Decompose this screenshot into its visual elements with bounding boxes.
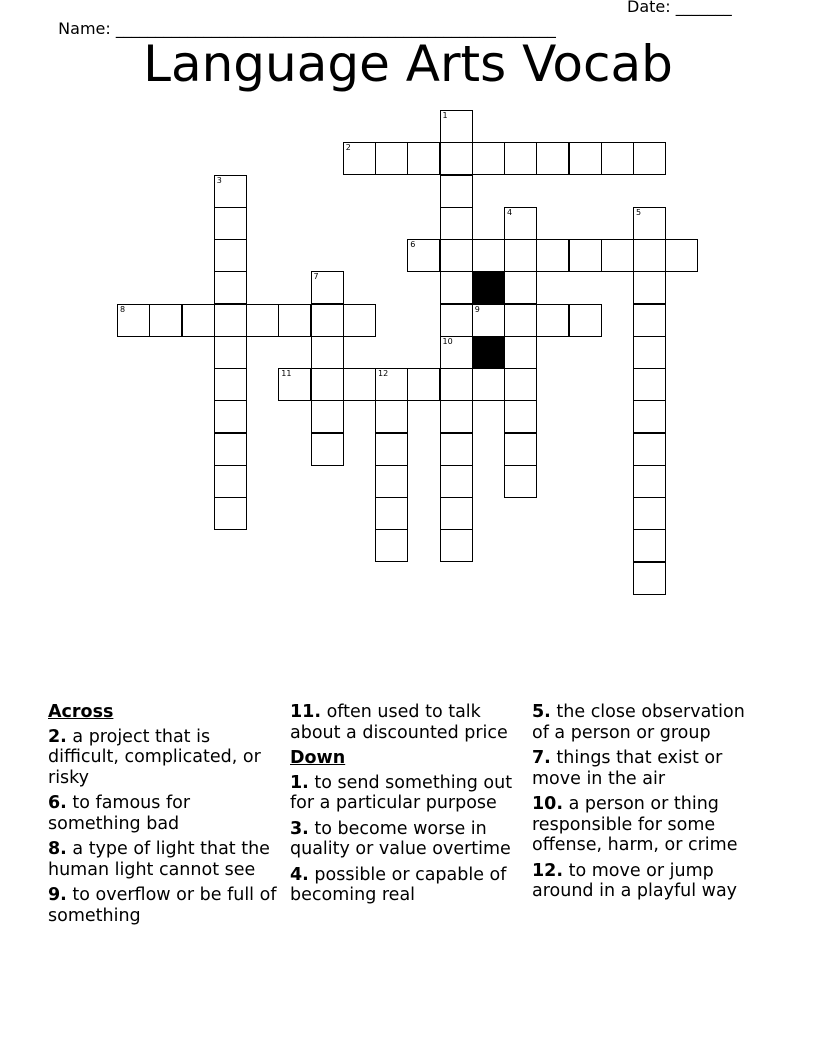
clue-text: often used to talk about a discounted price: [290, 702, 508, 743]
across-clue-11: [290, 702, 522, 743]
crossword-cell[interactable]: [633, 142, 666, 175]
clue-number: 4.: [290, 864, 309, 885]
crossword-cell[interactable]: [182, 304, 215, 337]
crossword-cell[interactable]: [214, 465, 247, 498]
crossword-cell[interactable]: [440, 271, 473, 304]
crossword-cell[interactable]: [633, 529, 666, 562]
clue-number: 11.: [290, 702, 322, 722]
crossword-cell[interactable]: [343, 368, 376, 401]
clue-text: to move or jump around in a playful way: [532, 860, 738, 901]
across-clue-2: [48, 727, 280, 789]
clues-column-1: [48, 702, 280, 931]
crossword-cell[interactable]: [665, 239, 698, 272]
clue-number: 7.: [532, 748, 551, 768]
crossword-cell[interactable]: [407, 239, 440, 272]
crossword-cell[interactable]: [504, 336, 537, 369]
clues-column-3: [532, 702, 764, 907]
clue-text: a project that is difficult, complicated, or risky: [48, 726, 261, 788]
down-clue-5: [532, 702, 764, 743]
crossword-cell[interactable]: [633, 465, 666, 498]
down-clue-1: [290, 773, 522, 814]
crossword-cell[interactable]: [633, 562, 666, 595]
cell-number: 10: [442, 336, 453, 346]
crossword-cell[interactable]: [633, 271, 666, 304]
crossword-cell[interactable]: [214, 336, 247, 369]
crossword-cell[interactable]: [472, 304, 505, 337]
black-cell: [472, 271, 505, 304]
crossword-cell[interactable]: [311, 368, 344, 401]
cell-number: 5: [636, 207, 642, 217]
clue-text: to overflow or be full of something: [48, 885, 277, 926]
across-clue-8: [48, 839, 280, 880]
cell-number: 1: [442, 111, 448, 120]
clue-number: 6.: [48, 793, 67, 813]
clues-column-2: [290, 702, 522, 911]
crossword-cell[interactable]: [440, 497, 473, 530]
crossword-cell[interactable]: [375, 368, 408, 401]
clue-number: 8.: [48, 839, 67, 859]
crossword-cell[interactable]: [440, 336, 473, 369]
clue-text: a type of light that the human light cannot see: [48, 839, 270, 880]
crossword-cell[interactable]: [278, 304, 311, 337]
crossword-cell[interactable]: [407, 142, 440, 175]
cell-number: 3: [216, 175, 222, 185]
clue-text: to famous for something bad: [48, 793, 191, 834]
down-clue-7: [532, 748, 764, 789]
crossword-cell[interactable]: [569, 304, 602, 337]
name-field-label: Name: _______________________________________________________: [58, 19, 556, 38]
crossword-cell[interactable]: [117, 304, 150, 337]
clue-number: 1.: [290, 772, 309, 793]
clue-text: the close observation of a person or group: [532, 702, 745, 743]
black-cell: [472, 336, 505, 369]
across-clue-6: [48, 793, 280, 834]
crossword-cell[interactable]: [375, 497, 408, 530]
clue-text: things that exist or move in the air: [532, 748, 723, 789]
crossword-cell[interactable]: [472, 239, 505, 272]
crossword-cell[interactable]: [569, 239, 602, 272]
clue-number: 12.: [532, 860, 564, 881]
crossword-cell[interactable]: [375, 529, 408, 562]
cell-number: 9: [474, 304, 480, 314]
crossword-cell[interactable]: [633, 239, 666, 272]
crossword-cell[interactable]: [214, 400, 247, 433]
down-clue-4: [290, 865, 522, 906]
crossword-cell[interactable]: [633, 207, 666, 240]
cell-number: 2: [345, 143, 351, 153]
crossword-cell[interactable]: [440, 175, 473, 208]
clue-number: 2.: [48, 726, 67, 747]
crossword-cell[interactable]: [472, 368, 505, 401]
clue-number: 10.: [532, 794, 564, 814]
crossword-cell[interactable]: [440, 465, 473, 498]
crossword-cell[interactable]: [633, 497, 666, 530]
crossword-cell[interactable]: [504, 368, 537, 401]
crossword-cell[interactable]: [375, 465, 408, 498]
clue-number: 3.: [290, 818, 309, 839]
crossword-cell[interactable]: [536, 239, 569, 272]
crossword-cell[interactable]: [504, 465, 537, 498]
crossword-cell[interactable]: [407, 368, 440, 401]
crossword-cell[interactable]: [343, 304, 376, 337]
crossword-cell[interactable]: [440, 368, 473, 401]
down-clue-10: [532, 794, 764, 856]
crossword-cell[interactable]: [440, 304, 473, 337]
cell-number: 8: [120, 304, 126, 314]
down-clue-3: [290, 819, 522, 860]
crossword-cell[interactable]: [504, 433, 537, 466]
crossword-cell[interactable]: [440, 529, 473, 562]
date-field-label: Date: _______: [627, 0, 732, 16]
crossword-cell[interactable]: [214, 497, 247, 530]
crossword-cell[interactable]: [246, 304, 279, 337]
crossword-cell[interactable]: [440, 400, 473, 433]
crossword-cell[interactable]: [343, 142, 376, 175]
crossword-cell[interactable]: [633, 368, 666, 401]
cell-number: 6: [410, 240, 416, 249]
clue-number: 5.: [532, 702, 551, 722]
crossword-cell[interactable]: [214, 304, 247, 337]
crossword-cell[interactable]: [311, 304, 344, 337]
crossword-cell[interactable]: [472, 142, 505, 175]
crossword-cell[interactable]: [633, 336, 666, 369]
across-clue-9: [48, 885, 280, 926]
crossword-cell[interactable]: [504, 239, 537, 272]
crossword-cell[interactable]: [375, 433, 408, 466]
crossword-cell[interactable]: [504, 271, 537, 304]
crossword-cell[interactable]: [633, 433, 666, 466]
crossword-cell[interactable]: [440, 239, 473, 272]
crossword-cell[interactable]: [601, 239, 634, 272]
crossword-cell[interactable]: [633, 400, 666, 433]
crossword-cell[interactable]: [504, 142, 537, 175]
crossword-cell[interactable]: [569, 142, 602, 175]
crossword-cell[interactable]: [214, 368, 247, 401]
crossword-cell[interactable]: [214, 175, 247, 208]
clue-text: to become worse in quality or value overtime: [290, 818, 511, 859]
crossword-cell[interactable]: [504, 304, 537, 337]
crossword-cell[interactable]: [214, 239, 247, 272]
crossword-cell[interactable]: [440, 433, 473, 466]
crossword-cell[interactable]: [311, 433, 344, 466]
crossword-cell[interactable]: [278, 368, 311, 401]
crossword-cell[interactable]: [536, 304, 569, 337]
crossword-cell[interactable]: [214, 433, 247, 466]
crossword-cell[interactable]: [375, 400, 408, 433]
crossword-cell[interactable]: [440, 110, 473, 143]
crossword-cell[interactable]: [440, 142, 473, 175]
crossword-cell[interactable]: [311, 400, 344, 433]
crossword-cell[interactable]: [214, 207, 247, 240]
crossword-cell[interactable]: [375, 142, 408, 175]
crossword-cell[interactable]: [504, 400, 537, 433]
crossword-cell[interactable]: [311, 271, 344, 304]
crossword-cell[interactable]: [311, 336, 344, 369]
clue-text: possible or capable of becoming real: [290, 864, 507, 905]
crossword-cell[interactable]: [440, 207, 473, 240]
crossword-cell[interactable]: [536, 142, 569, 175]
crossword-cell[interactable]: [149, 304, 182, 337]
cell-number: 12: [378, 369, 389, 378]
clue-number: 9.: [48, 885, 67, 905]
crossword-cell[interactable]: [633, 304, 666, 337]
crossword-cell[interactable]: [504, 207, 537, 240]
cell-number: 11: [281, 369, 292, 378]
page-title: Language Arts Vocab: [143, 35, 673, 93]
across-heading: Across: [48, 702, 114, 722]
crossword-cell[interactable]: [214, 271, 247, 304]
cell-number: 7: [313, 272, 319, 282]
down-heading: Down: [290, 748, 346, 768]
clue-text: a person or thing responsible for some offense, harm, or crime: [532, 794, 738, 855]
cell-number: 4: [507, 207, 513, 217]
clue-text: to send something out for a particular purpose: [290, 772, 513, 813]
crossword-cell[interactable]: [601, 142, 634, 175]
down-clue-12: [532, 861, 764, 902]
